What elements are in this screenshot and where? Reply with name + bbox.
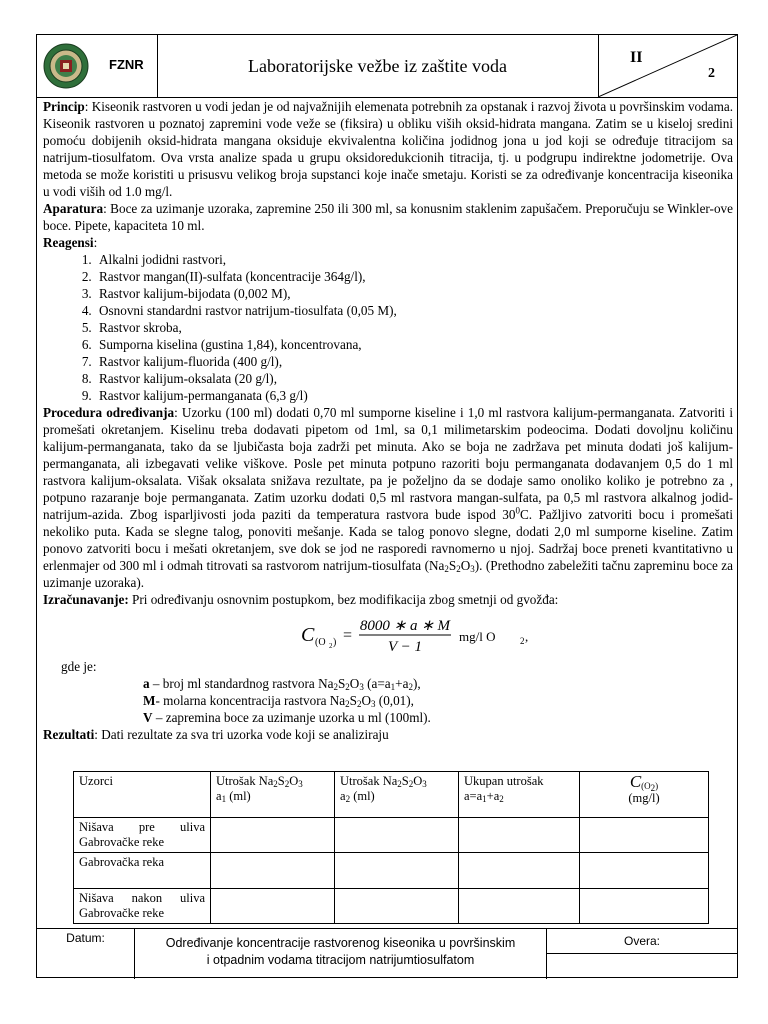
desc-line-1: Određivanje koncentracije rastvorenog kiseonika u površinskim bbox=[165, 936, 516, 950]
table-row bbox=[74, 889, 709, 924]
header-mgl: (mg/l) bbox=[628, 791, 660, 805]
desc-line-2: i otpadnim vodama titracijom natrijumtiosulfatom bbox=[206, 953, 475, 967]
formula-numerator: 8000 ∗ a ∗ M bbox=[359, 618, 451, 634]
exercise-description bbox=[135, 929, 547, 979]
list-item: 3. Rastvor kalijum-bijodata (0,002 M), bbox=[95, 285, 733, 302]
header-ukupan: Ukupan utrošak $a=a_1+a_2$ bbox=[459, 772, 580, 818]
header-ukupan-label: Ukupan utrošak bbox=[464, 774, 544, 788]
table-cell bbox=[580, 853, 709, 889]
reagensi-heading: Reagensi: bbox=[43, 235, 98, 250]
diagonal-divider bbox=[598, 35, 737, 97]
exercise-number-cell bbox=[598, 35, 737, 97]
header-uzorci: Uzorci bbox=[74, 772, 211, 818]
izracunavanje-label: Izračunavanje: bbox=[43, 592, 129, 607]
header-a2: Utrošak $Na_2S_2O_3$ $a_2$ (ml) bbox=[335, 772, 459, 818]
list-item: 2. Rastvor mangan(II)-sulfata (koncentracije 364g/l), bbox=[95, 268, 733, 285]
list-item: 5. Rastvor skroba, bbox=[95, 319, 733, 336]
procedura-text-b: C. Pažljivo zatvoriti bocu i promešati nekoliko puta. Kada se slegne talog, ponoviti mešanje. Kada se talog ponovo slegne, dodati 2,0 ml sumporne kiseline. Zatim ponovo zatvoriti bocu i mešati okretanjem, sve dok se jod ne rasporedi ravnomerno u njoj. Sadržaj boce preneti kvantitativno u erlenmajer od 300 ml i odmah titrovati sa rastvorom natrijum-tiosulfata (Na bbox=[43, 507, 733, 573]
procedura-text-c: ). (Prethodno zabeležiti tačnu zapreminu boce za uzimanje uzoraka). bbox=[43, 558, 733, 590]
header-a2-label: Utrošak Na bbox=[340, 774, 398, 788]
table-header-row bbox=[74, 772, 709, 818]
list-item: 8. Rastvor kalijum-oksalata (20 g/l), bbox=[95, 370, 733, 387]
svg-text:2: 2 bbox=[329, 642, 333, 650]
sym-m: M bbox=[143, 693, 156, 708]
svg-text:): ) bbox=[333, 637, 337, 648]
gde-je: gde je: bbox=[61, 659, 97, 674]
list-item: 7. Rastvor kalijum-fluorida (400 g/l), bbox=[95, 353, 733, 370]
list-item: 1. Alkalni jodidni rastvori, bbox=[95, 251, 733, 268]
def-a-text: – broj ml standardnog rastvora Na bbox=[149, 676, 334, 691]
table-cell bbox=[211, 818, 335, 853]
table-cell bbox=[335, 853, 459, 889]
aparatura-text: : Boce za uzimanje uzoraka, zapremine 250 ili 300 ml, sa konusnim staklenim zapušačem. Preporučuju se Winkler-ove boce. Pipete, kapaciteta 10 ml. bbox=[43, 201, 733, 233]
org-label: FZNR bbox=[109, 57, 144, 72]
princip-label: Princip bbox=[43, 99, 85, 114]
table-cell bbox=[580, 889, 709, 924]
overa-label: Overa: bbox=[547, 929, 737, 954]
procedura-paragraph: Procedura određivanja: Uzorku (100 ml) dodati 0,70 ml sumporne kiseline i 1,0 ml rastvora kalijum-permanganata. Zatvoriti i promešati okretanjem. Kiselinu treba dodavati pipetom od 1ml, sa 0,1 milimetarskim podeocima. Dodati dovoljnu količinu kalijum-permanganata, tako da se ljubičasta boja zadrži pet minuta. Ako se boja ne zadržava pet minuta dodati još kalijum-permanganata, ali izbegavati velike viškove. Posle pet minuta potpuno razoriti boju permanganata dodavanjem 0,5 do 1 ml rastvora kalijum-oksalata. Višak oksalata snižava rezultate, pa je poželjno da se dodaje samo onoliko koliko je potrebno za , potpuno razaranje boje permanganata. Zatim uzorku dodati 0,5 ml rastvora mangan-sulfata, pa 0,5 ml rastvora alkalnog jodid-natrijum-azida. Zbog isparljivosti joda paziti da temperatura rastvora bude ispod $30^0C$. Pažljivo zatvoriti bocu i promešati nekoliko puta. Kada se slegne talog, ponoviti mešanje. Kada se talog ponovo slegne, dodati 2,0 ml sumporne kiseline. Zatim ponovo zatvoriti bocu i mešati okretanjem, sve dok se jod ne rasporedi ravnomerno u njoj. Sadržaj boce preneti kvantitativno u erlenmajer od 300 ml i odmah titrovati sa rastvorom natrijum-tiosulfata $(Na_2S_2O_3)$. (Prethodno zabeležiti tačnu zapreminu boce za uzimanje uzoraka). bbox=[43, 405, 733, 590]
aparatura-paragraph bbox=[43, 200, 733, 234]
def-v-text: – zapremina boce za uzimanje uzorka u ml (100ml). bbox=[152, 710, 431, 725]
izracunavanje-text: Pri određivanju osnovnim postupkom, bez modifikacija zbog smetnji od gvožđa: bbox=[128, 592, 559, 607]
sym-a: a bbox=[143, 676, 150, 691]
rezultati-paragraph bbox=[43, 726, 733, 743]
procedura-label: Procedura određivanja bbox=[43, 405, 175, 420]
def-a: a – broj ml standardnog rastvora $Na_2S_2O_3$ $(a=a_1+a_2)$, bbox=[143, 676, 421, 692]
rezultati-label: Rezultati bbox=[43, 727, 95, 742]
princip-text: : Kiseonik rastvoren u vodi jedan je od najvažnijih elemenata potrebnih za opstanak i razvoj života u površinskim vodama. Kiseonik rastvoren u poznatoj zapremini vode veže se (fiksira) u obliku viših oksid-hidrata mangana. Zatim se u kiseloj sredini pomoću dobijenih oksid-hidrata mangana oksiduje ekvivalentna količina jodidnog jona u jod koji se određuje titracijom sa natrijum-tiosulfatom. Ova vrsta analize spada u grupu oksidoredukcionih titracija, tj. u podgrupu indirektne jodometrije. Ova metoda se može koristiti u prisusvu velikog broja supstanci koje inače smetaju. Koristi se za određivanje koncentracija kiseonika u vodi viših od 1.0 mg/l. bbox=[43, 99, 733, 199]
procedura-text-a: : Uzorku (100 ml) dodati 0,70 ml sumporne kiseline i 1,0 ml rastvora kalijum-permanganata. Zatvoriti i promešati okretanjem. Kiselinu treba dodavati pipetom od 1ml, sa 0,1 milimetarskim podeocima. Dodati dovoljnu količinu kalijum-permanganata, tako da se ljubičasta boja zadrži pet minuta. Ako se boja ne zadržava pet minuta dodati još kalijum-permanganata, ali izbegavati velike viškove. Posle pet minuta potpuno razoriti boju permanganata dodavanjem 0,5 do 1 ml rastvora kalijum-oksalata. Višak oksalata snižava rezultate, pa je poželjno da se dodaje samo onoliko koliko je potrebno za , potpuno razaranje boje permanganata. Zatim uzorku dodati 0,5 ml rastvora mangan-sulfata, pa 0,5 ml rastvora alkalnog jodid-natrijum-azida. Zbog isparljivosti joda paziti da temperatura rastvora bude ispod 30 bbox=[43, 405, 733, 522]
table-cell bbox=[459, 818, 580, 853]
header-a1-label: Utrošak Na bbox=[216, 774, 274, 788]
exercise-number: II bbox=[630, 49, 643, 66]
def-m-text: - molarna koncentracija rastvora Na bbox=[155, 693, 346, 708]
results-table bbox=[73, 771, 709, 924]
table-cell bbox=[211, 889, 335, 924]
svg-text:2: 2 bbox=[520, 636, 525, 646]
table-row bbox=[74, 818, 709, 853]
princip-paragraph bbox=[43, 98, 733, 200]
table-cell bbox=[335, 818, 459, 853]
reagensi-label: Reagensi bbox=[43, 235, 94, 250]
svg-text:=: = bbox=[343, 627, 353, 644]
header-a1: Utrošak $Na_2S_2O_3$ $a_1$ (ml) bbox=[211, 772, 335, 818]
footer bbox=[37, 928, 737, 979]
header-concentration: $C_{(O_2)}$ (mg/l) bbox=[580, 772, 709, 818]
row-label: Gabrovačka reka bbox=[74, 853, 211, 889]
table-cell bbox=[211, 853, 335, 889]
degree-sup: 0 bbox=[515, 505, 520, 516]
izracunavanje-paragraph bbox=[43, 591, 733, 608]
row-label: Nišava pre uliva Gabrovačke reke bbox=[74, 818, 211, 853]
svg-text:(O: (O bbox=[315, 637, 326, 648]
table-cell bbox=[459, 889, 580, 924]
list-item: 9. Rastvor kalijum-permanganata (6,3 g/l) bbox=[95, 387, 733, 404]
logo-cell bbox=[37, 35, 158, 97]
datum-label: Datum: bbox=[37, 929, 135, 979]
rezultati-text: : Dati rezultate za sva tri uzorka vode koji se analiziraju bbox=[94, 727, 389, 742]
table-cell bbox=[459, 853, 580, 889]
list-item: 6. Sumporna kiselina (gustina 1,84), koncentrovana, bbox=[95, 336, 733, 353]
formula-unit: mg/l O bbox=[459, 629, 496, 644]
formula-denominator: V − 1 bbox=[387, 639, 423, 654]
table-cell bbox=[335, 889, 459, 924]
table-row bbox=[74, 853, 709, 889]
page-title: Laboratorijske vežbe iz zaštite voda bbox=[157, 35, 599, 97]
document-page bbox=[36, 34, 738, 978]
def-v bbox=[43, 709, 733, 726]
def-m: M- molarna koncentracija rastvora $Na_2S_2O_3$ (0,01), bbox=[143, 693, 414, 709]
faculty-seal-icon bbox=[43, 43, 89, 89]
header bbox=[37, 35, 737, 98]
document-body bbox=[43, 98, 733, 743]
reagensi-list bbox=[43, 251, 733, 404]
oxygen-formula bbox=[301, 614, 561, 654]
formula bbox=[43, 610, 733, 656]
svg-text:,: , bbox=[525, 629, 529, 644]
row-label: Nišava nakon uliva Gabrovačke reke bbox=[74, 889, 211, 924]
sym-v: V bbox=[143, 710, 153, 725]
aparatura-label: Aparatura bbox=[43, 201, 104, 216]
def-m-tail: (0,01), bbox=[375, 693, 414, 708]
sheet-number: 2 bbox=[708, 66, 715, 81]
svg-text:C: C bbox=[301, 624, 315, 646]
list-item: 4. Osnovni standardni rastvor natrijum-tiosulfata (0,05 M), bbox=[95, 302, 733, 319]
table-cell bbox=[580, 818, 709, 853]
